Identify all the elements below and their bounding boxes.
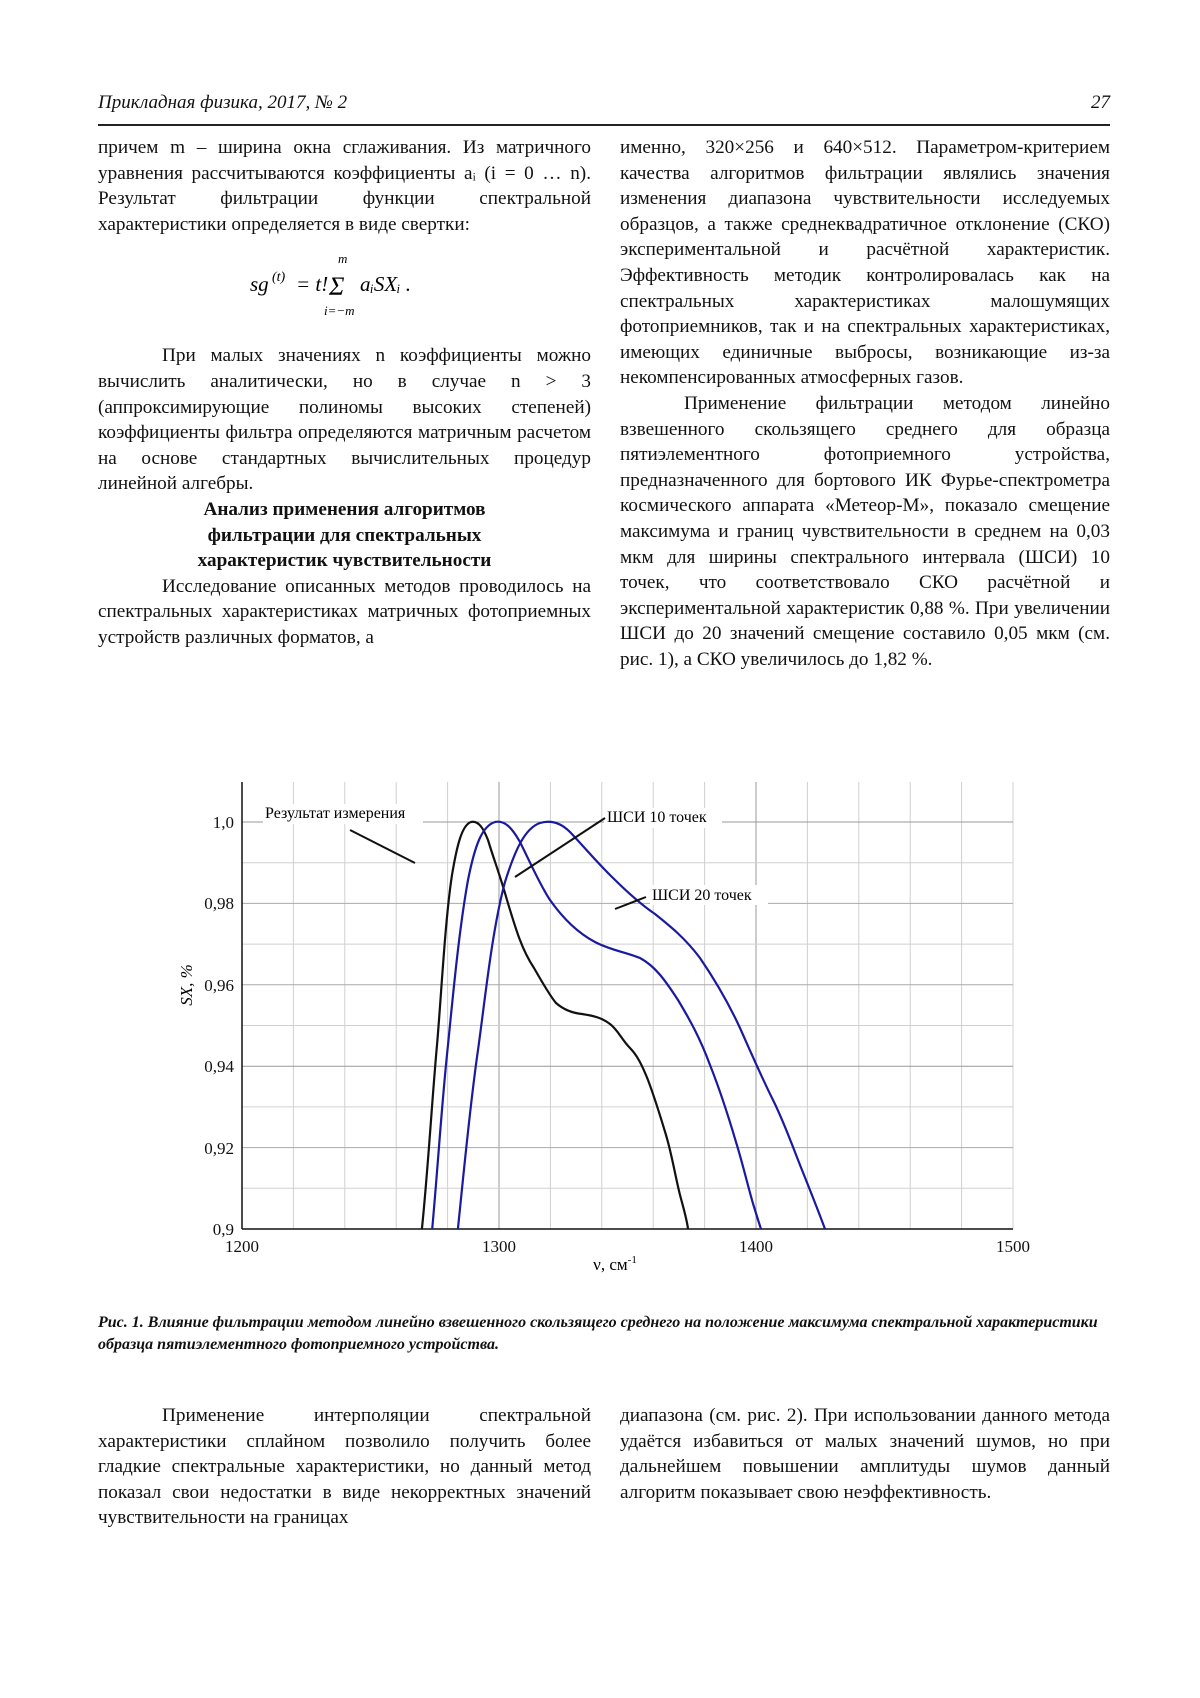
annotation-shsi20: ШСИ 20 точек <box>652 887 752 904</box>
annotation-shsi10: ШСИ 10 точек <box>607 809 707 826</box>
paragraph: Применение фильтрации методом линейно взвешенного скользящего среднего для образца пятиэлементного фотоприемного устройства, предназначенного для бортового ИК Фурье-спектрометра космического аппарата «Метеор-М», показало смещение максимума и границ чувствительности в среднем на 0,03 мкм для ширины спектрального интервала (ШСИ) 10 точек, что соответствовало СКО расчётной и экспериментальной характеристик 0,88 %. При увеличении ШСИ до 20 значений смещение составило 0,05 мкм (см. рис. 1), а СКО увеличилось до 1,82 %. <box>620 392 1110 670</box>
svg-text:1200: 1200 <box>225 1237 259 1256</box>
figure-1-chart <box>170 770 1050 1274</box>
formula-graphic <box>98 249 591 325</box>
svg-text:1,0: 1,0 <box>212 813 234 832</box>
left-column <box>98 135 591 651</box>
sigma-icon: Σ <box>329 272 345 302</box>
paragraph: При малых значениях n коэффициенты можно вычислить аналитически, но в случае n > 3 (аппроксимирующие полиномы высоких степеней) коэффициенты фильтра определяются матричным расчетом на основе стандартных вычислительных процедур линейной алгебры. <box>98 345 591 495</box>
section-heading: Анализ применения алгоритмов фильтрации для спектральных характеристик чувствительности <box>197 498 492 572</box>
chart-svg <box>170 770 1050 1274</box>
running-header <box>98 92 1110 114</box>
svg-text:1400: 1400 <box>739 1237 773 1256</box>
svg-text:0,92: 0,92 <box>204 1139 234 1158</box>
grid <box>242 782 1013 1229</box>
formula-body: aᵢSXᵢ . <box>360 272 411 297</box>
right-column <box>620 135 1110 672</box>
bottom-left-column <box>98 1403 591 1531</box>
leader-shsi10 <box>515 818 605 877</box>
annotation-measured: Результат измерения <box>265 805 406 822</box>
page-number: 27 <box>1091 92 1110 113</box>
figure-caption: Рис. 1. Влияние фильтрации методом линейно взвешенного скользящего среднего на положение максимума спектральной характеристики образца пятиэлементного фотоприемного устройства. <box>98 1314 1098 1353</box>
bottom-right-column <box>620 1403 1110 1505</box>
svg-text:0,96: 0,96 <box>204 976 234 995</box>
paragraph: причем m – ширина окна сглаживания. Из матричного уравнения рассчитываются коэффициенты aᵢ (i = 0 … n). Результат фильтрации функции спектральной характеристики определяется в виде свертки: <box>98 137 591 235</box>
formula-lhs-sup: (t) <box>272 270 286 286</box>
formula-sum-bottom: i=−m <box>324 303 355 319</box>
paragraph: Исследование описанных методов проводилось на спектральных характеристиках матричных фотоприемных устройств различных форматов, а <box>98 575 591 648</box>
formula-lhs: sg <box>250 272 269 297</box>
x-axis-label: ν, $см^{-1}$ <box>593 1254 637 1274</box>
svg-text:1500: 1500 <box>996 1237 1030 1256</box>
formula-sum-top: m <box>338 251 348 267</box>
convolution-formula <box>98 249 591 325</box>
header-rule <box>98 124 1110 126</box>
svg-text:0,98: 0,98 <box>204 894 234 913</box>
paragraph: Применение интерполяции спектральной характеристики сплайном позволило получить более гладкие спектральные характеристики, но данный метод показал свои недостатки в виде некорректных значений чувствительности на границах <box>98 1405 591 1529</box>
y-axis-label: SX, % <box>177 964 196 1006</box>
formula-eq: = t! <box>296 272 329 297</box>
leader-measured <box>350 830 415 863</box>
y-tick-labels <box>204 813 234 1239</box>
svg-text:1300: 1300 <box>482 1237 516 1256</box>
svg-text:0,94: 0,94 <box>204 1057 234 1076</box>
paragraph: диапазона (см. рис. 2). При использовании данного метода удаётся избавиться от малых значений шумов, но при дальнейшем повышении амплитуды шумов данный алгоритм показывает свою неэффективность. <box>620 1405 1110 1503</box>
journal-title: Прикладная физика, 2017, № 2 <box>98 92 348 113</box>
svg-text:0,9: 0,9 <box>212 1220 234 1239</box>
paragraph: именно, 320×256 и 640×512. Параметром-критерием качества алгоритмов фильтрации являлись значения изменения диапазона чувствительности исследуемых образцов, а также среднеквадратичное отклонение (СКО) экспериментальной и расчётной характеристик. Эффективность методик контролировалась как на спектральных характеристиках малошумящих фотоприемников, так и на спектральных характеристиках, имеющих единичные выбросы, возникающие из-за некомпенсированных атмосферных газов. <box>620 137 1110 389</box>
